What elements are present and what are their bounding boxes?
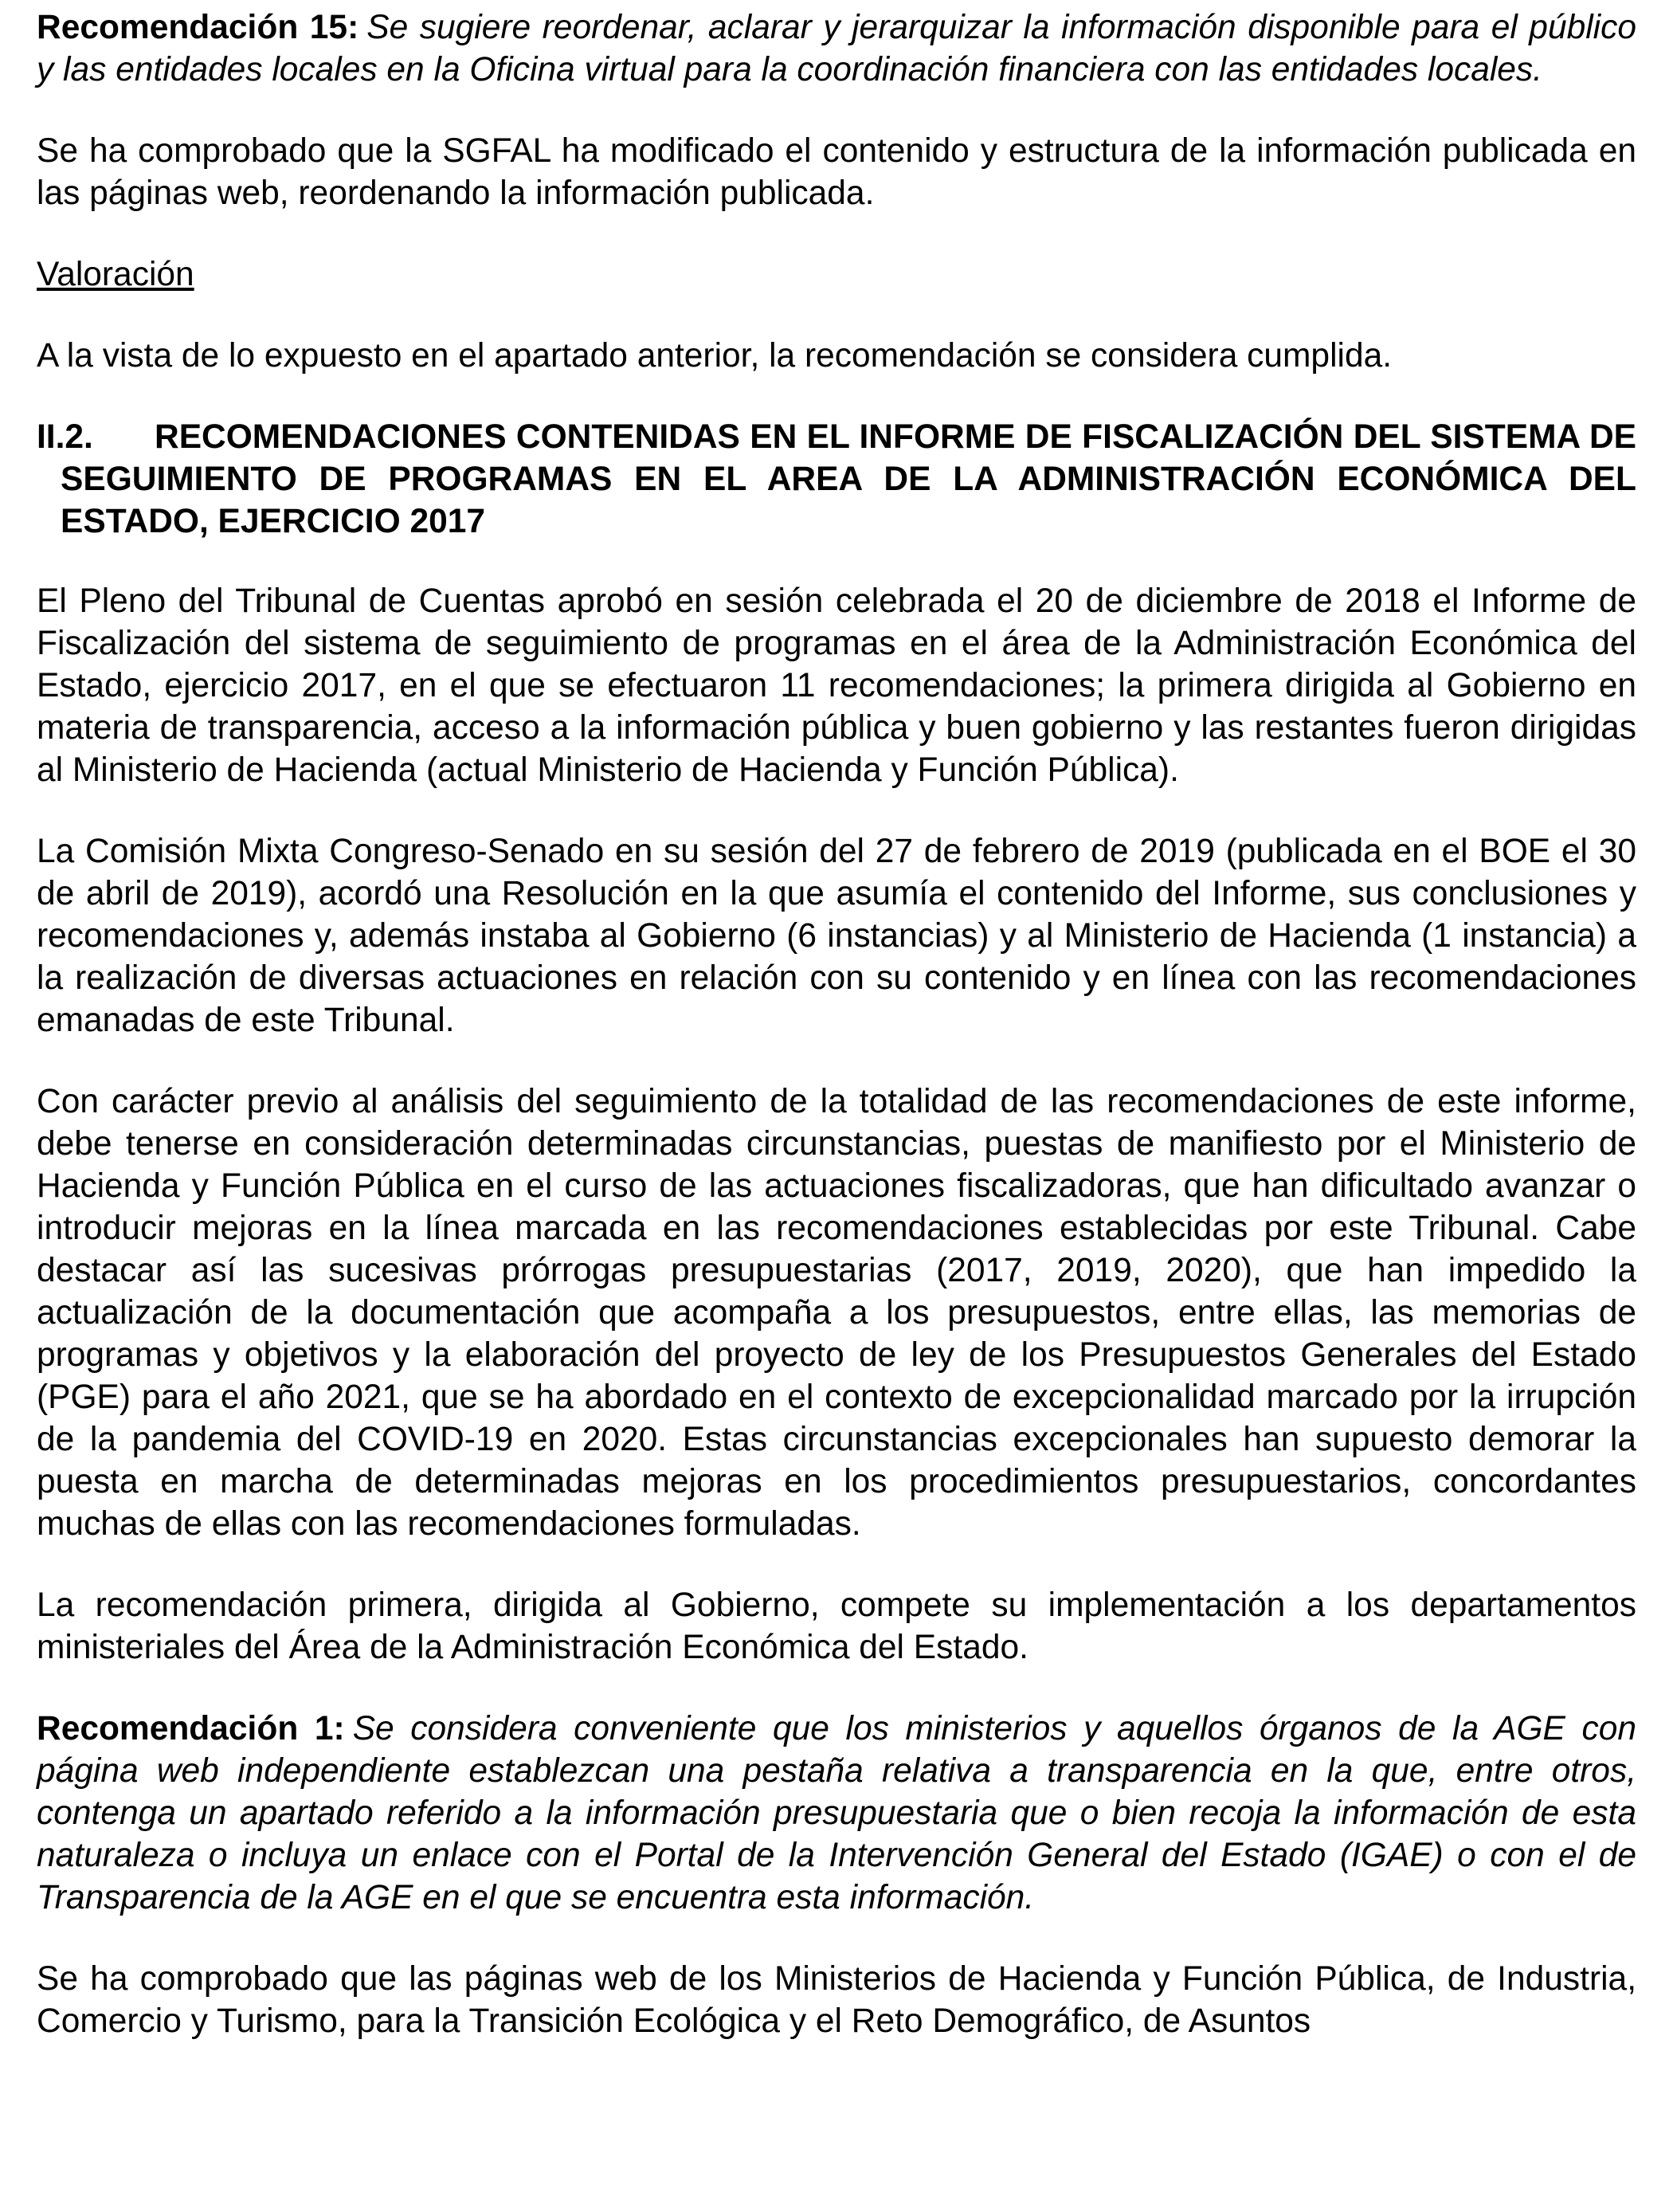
paragraph-pleno: El Pleno del Tribunal de Cuentas aprobó en sesión celebrada el 20 de diciembre de 2018 el Informe de Fiscalización del sistema de seguimiento de programas en el área de la Administración Económica del Estado, ejercicio 2017, en el que se efectuaron 11 recomendaciones; la primera dirigida al Gobierno en materia de transparencia, acceso a la información pública y buen gobierno y las restantes fueron dirigidas al Ministerio de Hacienda (actual Ministerio de Hacienda y Función Pública).: [37, 582, 1636, 789]
paragraph-paginas-web: Se ha comprobado que las páginas web de los Ministerios de Hacienda y Función Pública, de Industria, Comercio y Turismo, para la Transición Ecológica y el Reto Demográfico, de Asuntos: [37, 1960, 1636, 2040]
valoracion-heading-text: Valoración: [37, 256, 194, 293]
paragraph-comision: La Comisión Mixta Congreso-Senado en su sesión del 27 de febrero de 2019 (publicada en el BOE el 30 de abril de 2019), acordó una Resolución en la que asumía el contenido del Informe, sus conclusiones y recomendaciones y, además instaba al Gobierno (6 instancias) y al Ministerio de Hacienda (1 instancia) a la realización de diversas actuaciones en relación con su contenido y en línea con las recomendaciones emanadas de este Tribunal.: [37, 833, 1636, 1039]
paragraph-valoracion: A la vista de lo expuesto en el apartado anterior, la recomendación se considera cumplida.: [37, 337, 1393, 375]
paragraph-recomendacion-primera: La recomendación primera, dirigida al Gobierno, compete su implementación a los departamentos ministeriales del Área de la Administración Económica del Estado.: [37, 1586, 1636, 1666]
recommendation-1-text: Se considera conveniente que los ministerios y aquellos órganos de la AGE con página web independiente establezcan una pestaña relativa a transparencia en la que, entre otros, contenga un apartado referido a la información presupuestaria que o bien recoja la información de esta naturaleza o incluya un enlace con el Portal de la Intervención General del Estado (IGAE) o con el de Transparencia de la AGE en el que se encuentra esta información.: [37, 1710, 1637, 1916]
section-title: RECOMENDACIONES CONTENIDAS EN EL INFORME DE FISCALIZACIÓN DEL SISTEMA DE SEGUIMIENTO DE PROGRAMAS EN EL AREA DE LA ADMINISTRACIÓN ECONÓMICA DEL ESTADO, EJERCICIO 2017: [61, 418, 1636, 540]
section-number: II.2.: [37, 418, 93, 456]
recommendation-15-label: Recomendación 15:: [37, 9, 359, 46]
paragraph-sgfal: Se ha comprobado que la SGFAL ha modificado el contenido y estructura de la información publicada en las páginas web, reordenando la información publicada.: [37, 132, 1636, 212]
recommendation-1: [37, 1708, 1636, 1919]
document-page: [37, 6, 1636, 2042]
valoracion-heading: [37, 253, 1636, 296]
paragraph-caracter-previo: Con carácter previo al análisis del seguimiento de la totalidad de las recomendaciones de este informe, debe tenerse en consideración determinadas circunstancias, puestas de manifiesto por el Ministerio de Hacienda y Función Pública en el curso de las actuaciones fiscalizadoras, que han dificultado avanzar o introducir mejoras en la línea marcada en las recomendaciones establecidas por este Tribunal. Cabe destacar así las sucesivas prórrogas presupuestarias (2017, 2019, 2020), que han impedido la actualización de la documentación que acompaña a los presupuestos, entre ellas, las memorias de programas y objetivos y la elaboración del proyecto de ley de los Presupuestos Generales del Estado (PGE) para el año 2021, que se ha abordado en el contexto de excepcionalidad marcado por la irrupción de la pandemia del COVID-19 en 2020. Estas circunstancias excepcionales han supuesto demorar la puesta en marcha de determinadas mejoras en los procedimientos presupuestarios, concordantes muchas de ellas con las recomendaciones formuladas.: [37, 1083, 1636, 1543]
recommendation-1-label: Recomendación 1:: [37, 1710, 345, 1747]
section-heading: [37, 416, 1636, 543]
recommendation-15-text: Se sugiere reordenar, aclarar y jerarquizar la información disponible para el público y las entidades locales en la Oficina virtual para la coordinación financiera con las entidades locales.: [37, 9, 1636, 88]
recommendation-15: [37, 6, 1636, 91]
